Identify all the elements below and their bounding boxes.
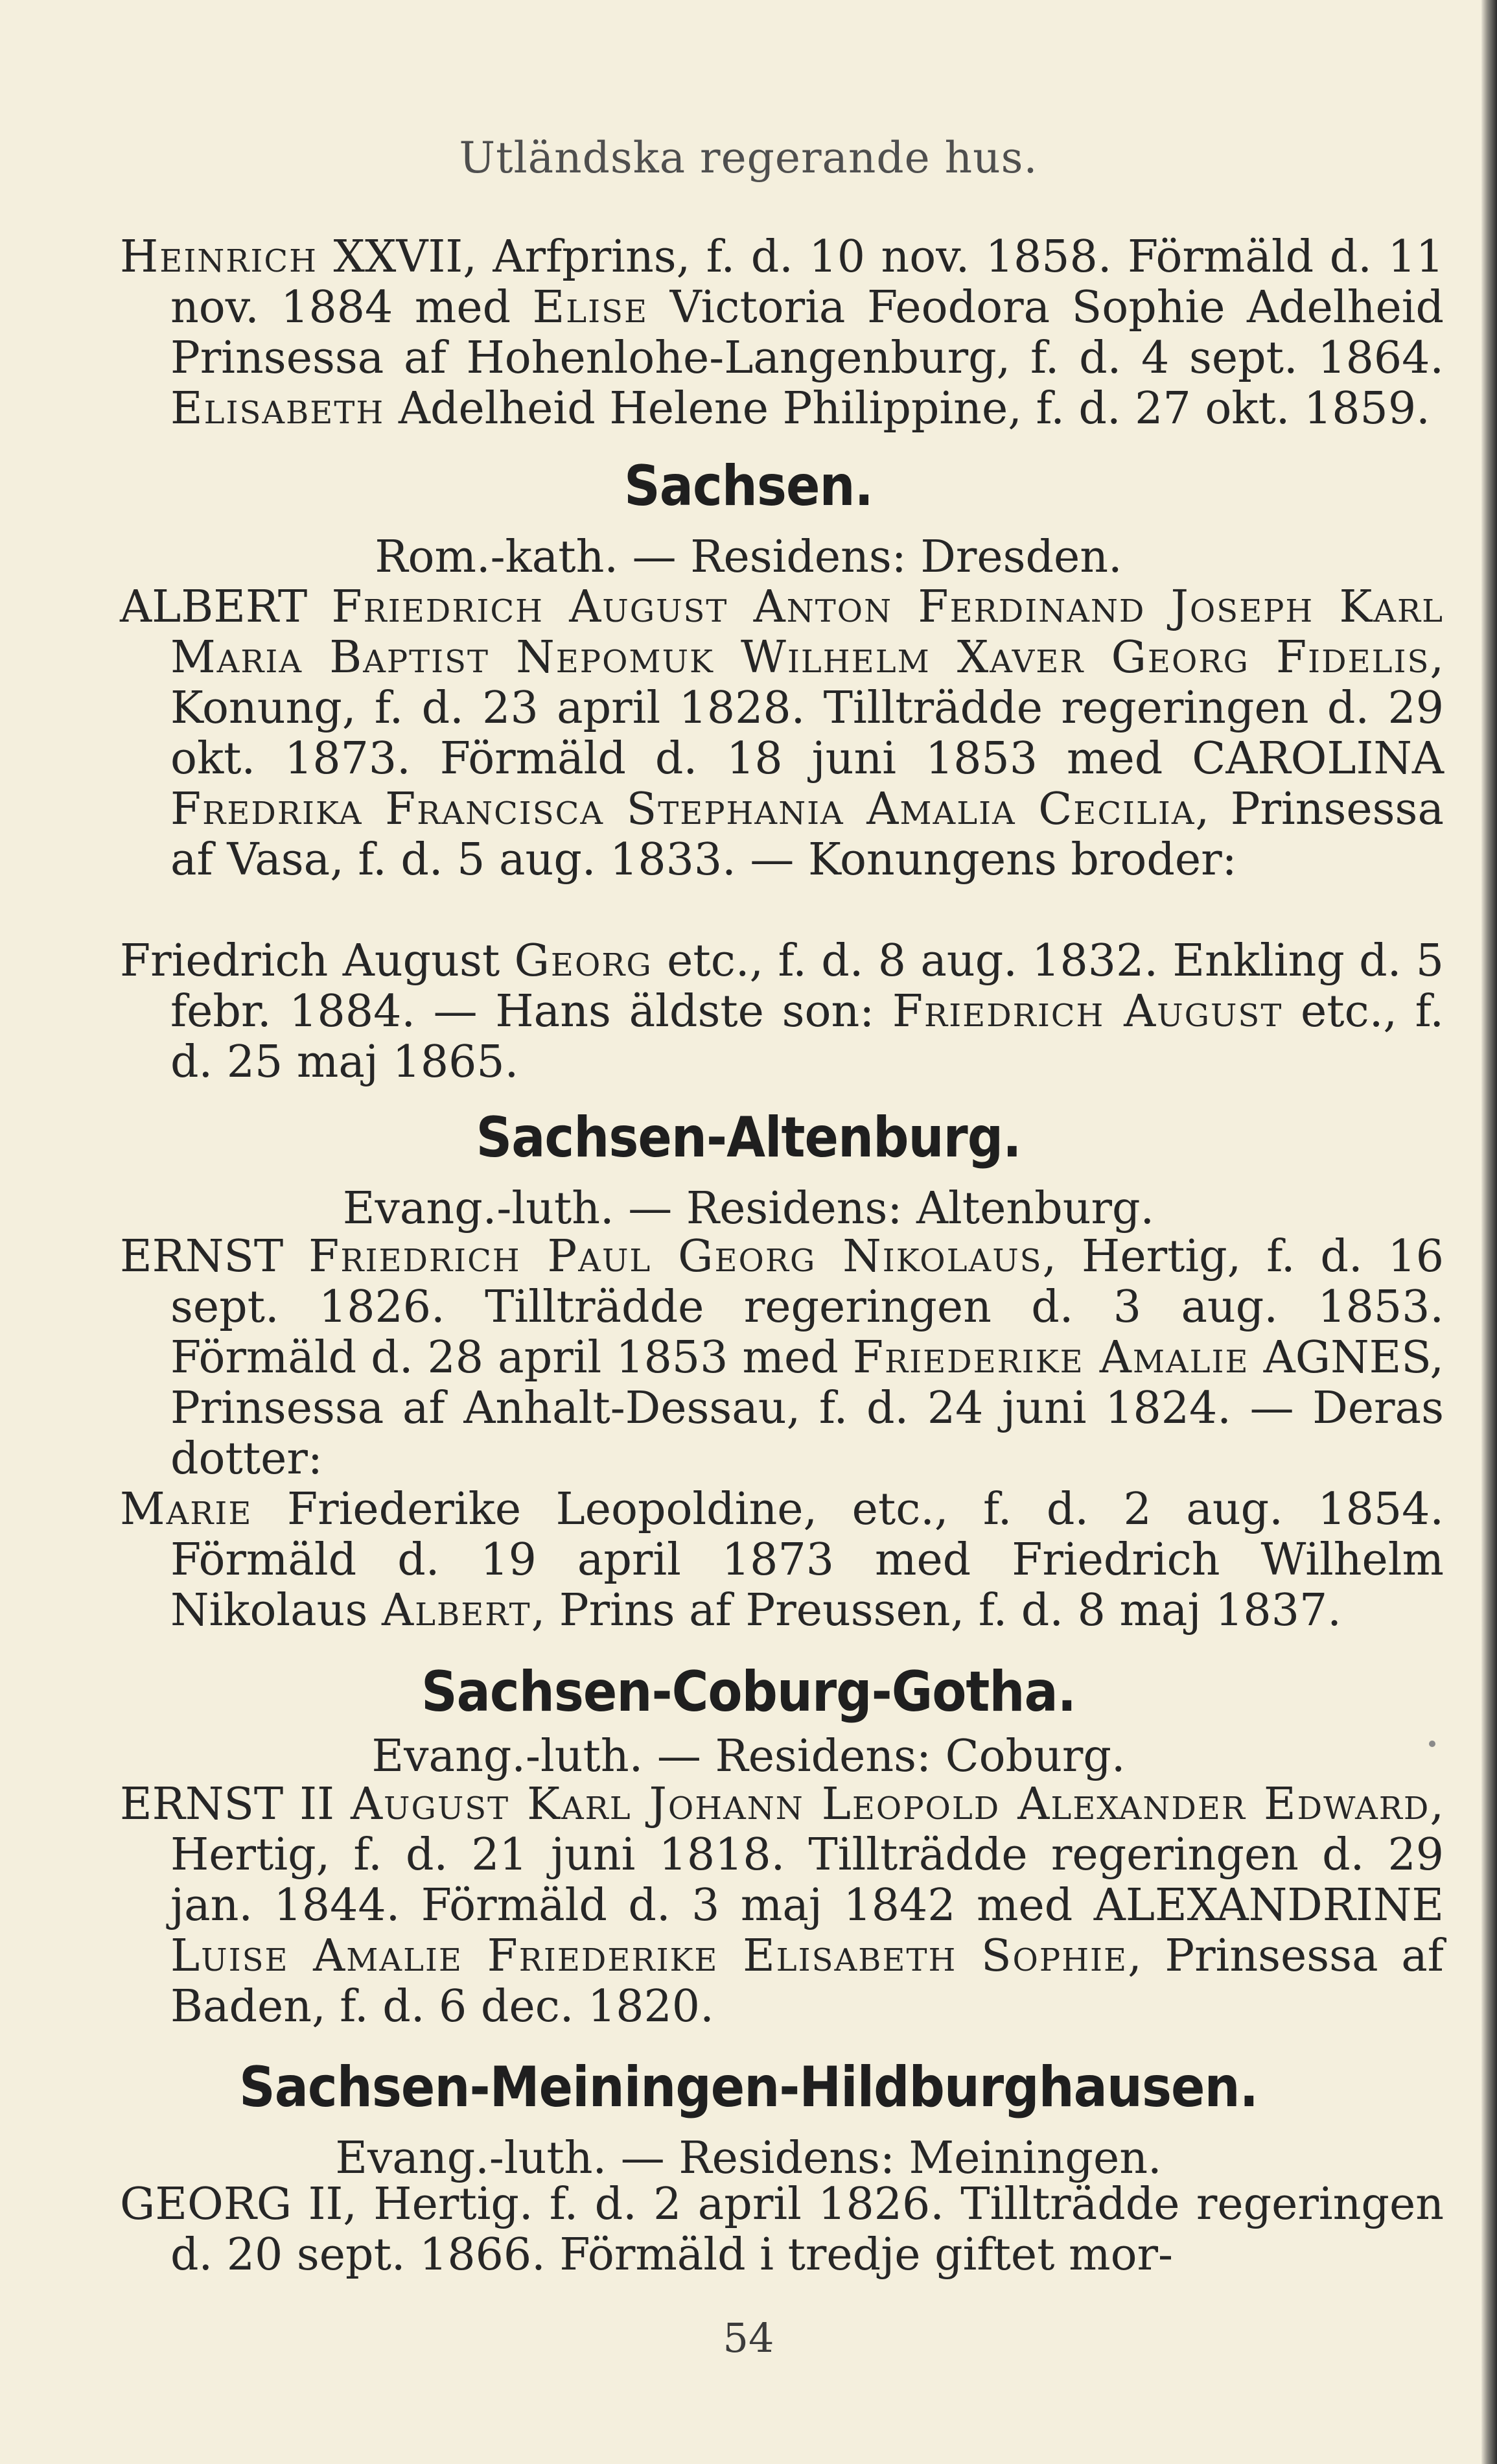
house-title-sachsen: Sachsen.: [624, 454, 873, 519]
name-smallcaps: Elise: [532, 282, 649, 333]
entry-ernst: [120, 1232, 1444, 1484]
entry-text: XXVII, Arfprins, f. d. 10 nov. 1858. Förmäld d. 11 nov. 1884 med: [170, 231, 1444, 333]
entry-text: ALBERT: [120, 581, 332, 633]
house-religion-sachsen-altenburg: Evang.-luth. — Residens: Altenburg.: [342, 1183, 1155, 1234]
name-smallcaps: Friedrich August Anton Ferdinand Joseph Karl Maria Baptist Nepomuk Wilhelm Xaver Georg Fidelis: [170, 581, 1444, 683]
entry-text: , Prinsessa af Baden, f. d. 6 dec. 1820.: [170, 1930, 1444, 2032]
name-smallcaps: Georg: [514, 935, 653, 987]
name-smallcaps: Friedrich Paul Georg Nikolaus: [308, 1231, 1043, 1282]
name-smallcaps: August Karl Johann Leopold Alexander Edward: [350, 1779, 1430, 1830]
entry-text: Adelheid Helene Philippine, f. d. 27 okt. 1859.: [384, 383, 1430, 434]
entry-text: GEORG II, Hertig. f. d. 2 april 1826. Tillträdde regeringen d. 20 sept. 1866. Förmäld i tredje giftet mor-: [120, 2179, 1444, 2281]
entry-text: ERNST II: [120, 1779, 351, 1830]
house-religion-sachsen-meiningen: Evang.-luth. — Residens: Meiningen.: [335, 2133, 1162, 2184]
entry-text: , Hertig, f. d. 16 sept. 1826. Tillträdde regeringen d. 3 aug. 1853. Förmäld d. 28 april 1853 med: [170, 1231, 1444, 1383]
house-title-sachsen-altenburg: Sachsen-Altenburg.: [476, 1105, 1021, 1170]
entry-text: , Hertig, f. d. 21 juni 1818. Tillträdde regeringen d. 29 jan. 1844. Förmäld d. 3 maj 1842 med ALEXANDRINE: [170, 1779, 1444, 1931]
name-smallcaps: Heinrich: [120, 231, 318, 283]
name-smallcaps: Albert: [382, 1585, 531, 1636]
house-religion-sachsen: Rom.-kath. — Residens: Dresden.: [375, 532, 1122, 583]
entry-text: Friedrich August: [120, 935, 515, 987]
entry-marie: [120, 1484, 1444, 1636]
house-title-sachsen-coburg-gotha: Sachsen-Coburg-Gotha.: [421, 1660, 1076, 1724]
entry-text: etc., f. d. 8 aug. 1832. Enkling d. 5 febr. 1884. — Hans äldste son:: [170, 935, 1444, 1037]
entry-text: , Prinsessa af Vasa, f. d. 5 aug. 1833. — Konungens broder:: [170, 784, 1444, 886]
entry-heinrich: [120, 232, 1444, 434]
entry-friedrich-august: [120, 936, 1444, 1088]
entry-ernst-ii: [120, 1779, 1444, 2032]
print-speck: [1429, 1741, 1435, 1747]
entry-text: etc., f. d. 25 maj 1865.: [170, 986, 1445, 1088]
name-smallcaps: Friederike Amalie: [852, 1332, 1249, 1383]
house-title-sachsen-meiningen-hildburghausen: Sachsen-Meiningen-Hildburghausen.: [238, 2055, 1259, 2120]
name-smallcaps: Luise Amalie Friederike Elisabeth Sophie: [170, 1930, 1128, 1982]
entry-albert: [120, 582, 1444, 886]
name-smallcaps: Fredrika Francisca Stephania Amalia Cecilia: [170, 784, 1196, 835]
name-smallcaps: Friedrich August: [892, 986, 1283, 1037]
entry-text: AGNES, Prinsessa af Anhalt-Dessau, f. d. 24 juni 1824. — Deras dotter:: [170, 1332, 1444, 1484]
name-smallcaps: Elisabeth: [170, 383, 385, 434]
name-smallcaps: Marie: [120, 1484, 253, 1535]
entry-text: Friederike Leopoldine, etc., f. d. 2 aug. 1854. Förmäld d. 19 april 1873 med Friedrich Wilhelm Nikolaus: [170, 1484, 1444, 1636]
entry-text: Victoria Feodora Sophie Adelheid Prinsessa af Hohenlohe-Langenburg, f. d. 4 sept. 1864.: [170, 282, 1444, 384]
running-header: Utländska regerande hus.: [459, 133, 1038, 183]
house-religion-sachsen-coburg-gotha: Evang.-luth. — Residens: Coburg.: [371, 1731, 1126, 1782]
entry-text: , Konung, f. d. 23 april 1828. Tillträdde regeringen d. 29 okt. 1873. Förmäld d. 18 juni 1853 med CAROLINA: [170, 632, 1444, 784]
page-number: 54: [723, 2314, 774, 2362]
entry-text: ERNST: [120, 1231, 309, 1282]
entry-text: , Prins af Preussen, f. d. 8 maj 1837.: [531, 1585, 1341, 1636]
entry-georg-ii: [120, 2179, 1444, 2281]
